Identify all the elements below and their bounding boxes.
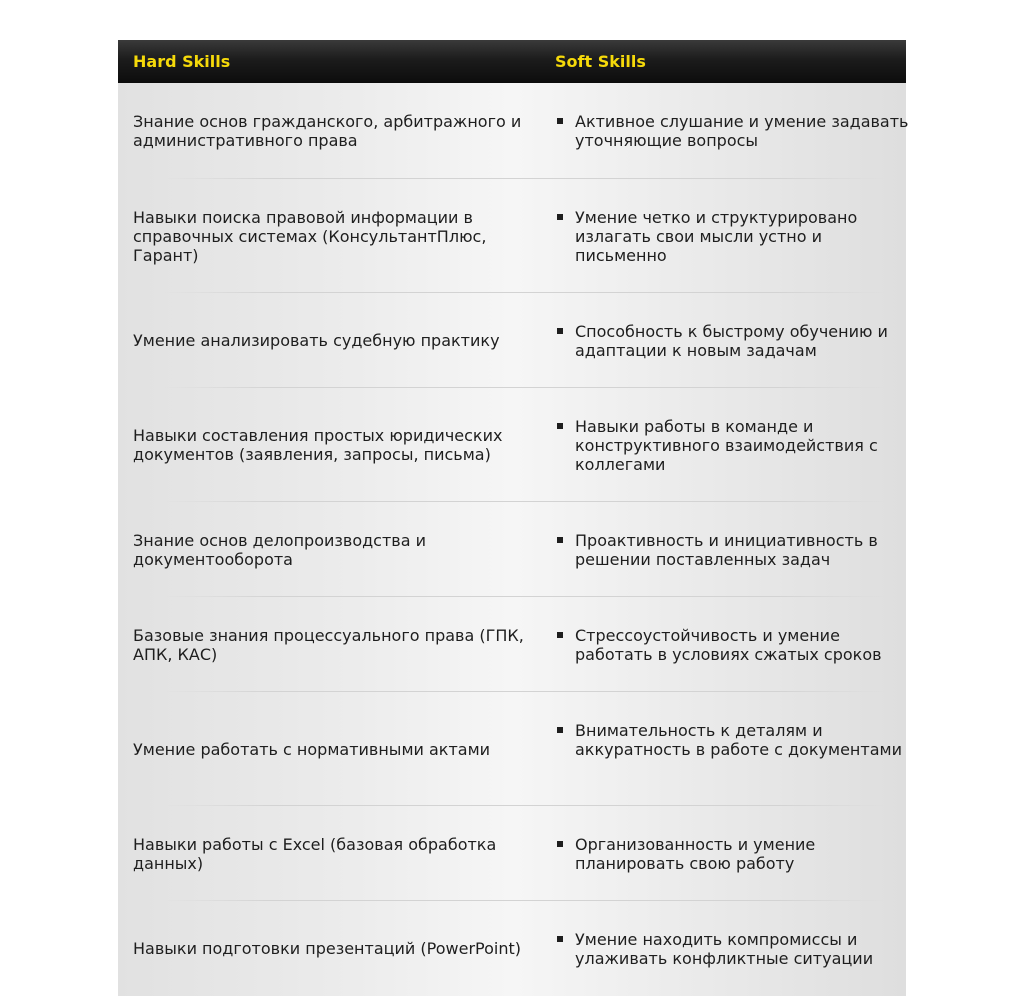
hard-skill-text: Навыки подготовки презентаций (PowerPoint) [133, 939, 521, 958]
hard-skill-text: Умение анализировать судебную практику [133, 331, 500, 350]
soft-skill-text: Проактивность и инициативность в решении поставленных задач [575, 531, 878, 569]
skills-table [118, 40, 909, 996]
hard-skill-text: Навыки составления простых юридических документов (заявления, запросы, письма) [133, 426, 503, 464]
soft-skill-text: Организованность и умение планировать свою работу [575, 835, 816, 873]
hard-skill-text: Знание основ делопроизводства и документооборота [133, 530, 427, 569]
hard-skill-cell [133, 502, 533, 597]
header-soft-skills: Soft Skills [555, 52, 646, 71]
soft-skill-cell [557, 835, 915, 873]
table-row [118, 597, 906, 692]
bullet-icon [557, 936, 563, 942]
bullet-icon [557, 537, 563, 543]
hard-skill-cell [133, 83, 533, 179]
hard-skill-cell [133, 901, 533, 996]
table-row [118, 83, 909, 179]
bullet-icon [557, 632, 563, 638]
table-row [118, 901, 906, 996]
table-row [118, 179, 906, 293]
soft-skill-text: Внимательность к деталям и аккуратность в работе с документами [575, 721, 902, 759]
bullet-icon [557, 423, 563, 429]
table-row [118, 293, 906, 388]
soft-skill-cell [557, 721, 915, 759]
bullet-icon [557, 214, 563, 220]
table-row [118, 502, 906, 597]
hard-skill-text: Навыки работы с Excel (базовая обработка данных) [133, 834, 497, 873]
soft-skill-cell [557, 626, 915, 664]
soft-skill-cell [557, 531, 915, 569]
hard-skill-text: Базовые знания процессуального права (ГПК, АПК, КАС) [133, 625, 524, 664]
table-header [118, 40, 906, 83]
bullet-icon [557, 727, 563, 733]
hard-skill-text: Навыки поиска правовой информации в справочных системах (КонсультантПлюс, Гарант) [133, 207, 487, 265]
soft-skill-cell [557, 322, 915, 360]
header-hard-skills: Hard Skills [133, 52, 231, 71]
soft-skill-text: Навыки работы в команде и конструктивного взаимодействия с коллегами [575, 417, 878, 474]
hard-skill-cell [133, 293, 533, 388]
hard-skill-text: Знание основ гражданского, арбитражного и административного права [133, 112, 522, 150]
soft-skill-cell [557, 208, 915, 265]
bullet-icon [557, 328, 563, 334]
soft-skill-text: Умение четко и структурировано излагать свои мысли устно и письменно [575, 208, 858, 265]
hard-skill-cell [133, 806, 533, 901]
soft-skill-text: Стрессоустойчивость и умение работать в условиях сжатых сроков [575, 626, 882, 664]
soft-skill-cell [557, 417, 915, 474]
hard-skill-cell [133, 597, 533, 692]
bullet-icon [557, 118, 563, 124]
soft-skill-cell [557, 930, 915, 968]
table-row [118, 806, 906, 901]
hard-skill-cell [133, 388, 533, 502]
soft-skill-text: Способность к быстрому обучению и адаптации к новым задачам [575, 322, 888, 360]
soft-skill-text: Активное слушание и умение задавать уточняющие вопросы [575, 112, 909, 150]
soft-skill-cell [557, 112, 915, 150]
table-row [118, 388, 906, 502]
hard-skill-text: Умение работать с нормативными актами [133, 739, 491, 759]
hard-skill-cell [133, 692, 533, 806]
hard-skill-cell [133, 179, 533, 293]
table-row [118, 692, 906, 806]
soft-skill-text: Умение находить компромиссы и улаживать конфликтные ситуации [575, 930, 874, 968]
bullet-icon [557, 841, 563, 847]
